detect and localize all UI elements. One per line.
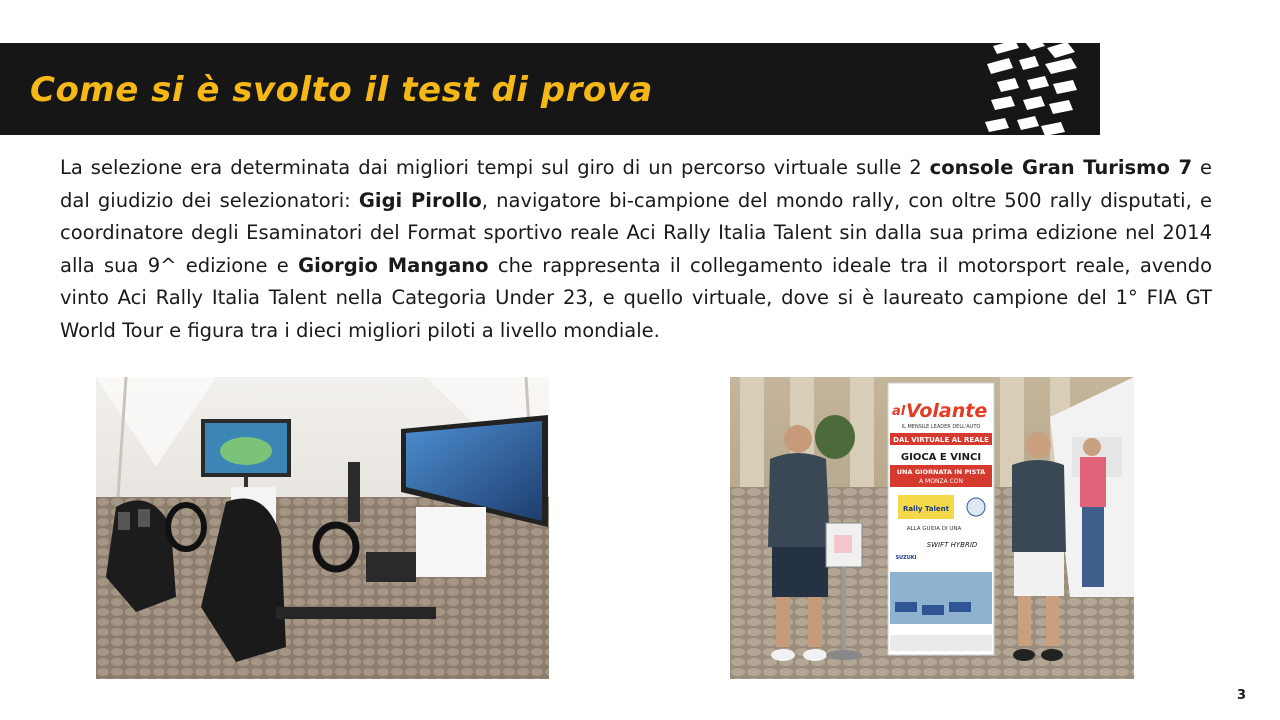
banner-rally-logo: Rally Talent bbox=[903, 505, 949, 513]
banner-line3: UNA GIORNATA IN PISTA bbox=[896, 468, 986, 476]
banner-subtitle: IL MENSILE LEADER DELL'AUTO bbox=[901, 424, 981, 430]
highlight-pirollo: Gigi Pirollo bbox=[358, 188, 482, 212]
banner-line2: GIOCA E VINCI bbox=[900, 452, 982, 463]
page-number: 3 bbox=[1236, 688, 1246, 703]
highlight-mangano: Giorgio Mangano bbox=[298, 253, 489, 277]
body-paragraph bbox=[60, 152, 1212, 347]
paragraph-text: e dal giudizio dei selezionatori: bbox=[60, 156, 1212, 212]
paragraph-text: , navigatore bi-campione del mondo rally, con oltre 500 rally disputati, e coordinatore degli Esaminatori del Format sportivo reale Aci Rally Italia Talent sin dalla sua prima edizione nel 2014 alla sua 9^ edizione e bbox=[60, 188, 1212, 277]
paragraph-text: che rappresenta il collegamento ideale tra il motorsport reale, avendo vinto Aci Rally Italia Talent nella Categoria Under 23, e quello virtuale, dove si è laureato campione del 1° FIA GT World Tour e figura tra i dieci migliori piloti a livello mondiale. bbox=[60, 253, 1213, 342]
paragraph-text: La selezione era determinata dai migliori tempi sul giro di un percorso virtuale sulle 2 bbox=[60, 156, 930, 179]
banner-guide: ALLA GUIDA DI UNA bbox=[906, 526, 962, 532]
tire-track-icon bbox=[975, 38, 1085, 138]
slide-title: Come si è svolto il test di prova bbox=[30, 70, 653, 110]
banner-car: SWIFT HYBRID bbox=[926, 541, 978, 549]
highlight-console: console Gran Turismo 7 bbox=[929, 156, 1193, 179]
banner-suzuki: SUZUKI bbox=[895, 555, 917, 561]
banner-line4: A MONZA CON bbox=[919, 478, 963, 485]
banner-line1: DAL VIRTUALE AL REALE bbox=[893, 436, 989, 444]
banner-logo: Volante bbox=[906, 400, 988, 422]
simulator-photo bbox=[96, 377, 549, 679]
banner-logo-prefix: al bbox=[892, 404, 906, 419]
judges-photo bbox=[730, 377, 1134, 679]
